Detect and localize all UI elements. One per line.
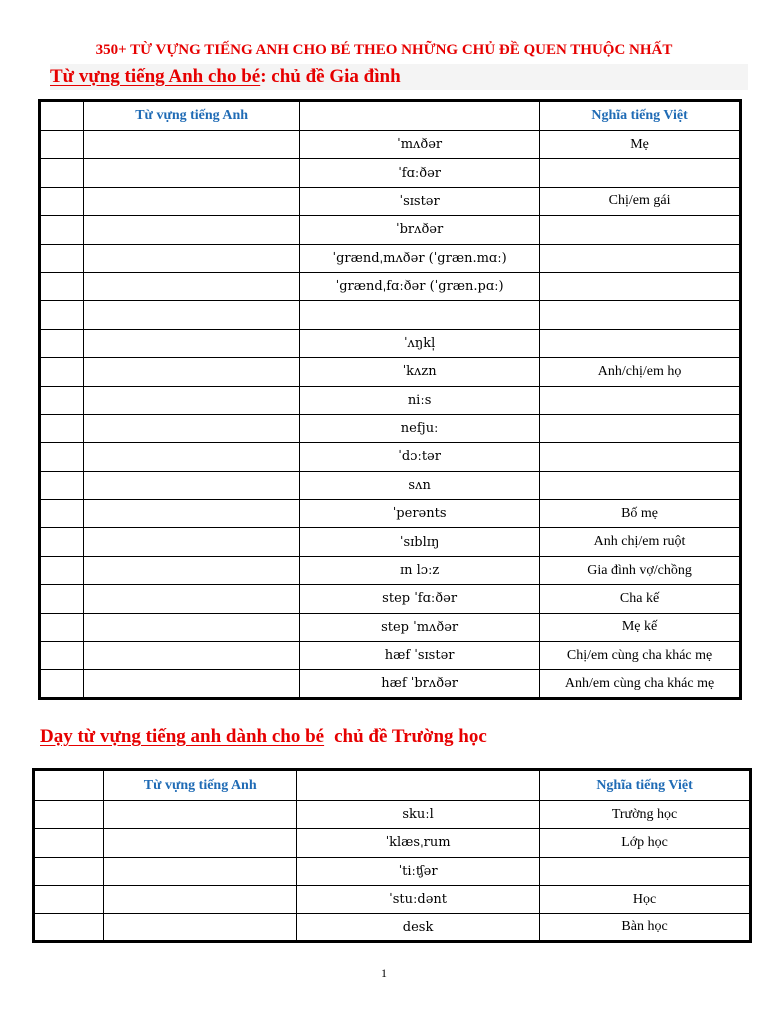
table-row — [40, 528, 741, 556]
english-word-cell — [104, 801, 297, 829]
vietnamese-meaning-cell — [540, 301, 741, 329]
pronunciation-cell — [300, 301, 540, 329]
number-cell — [40, 414, 84, 442]
pronunciation-cell: hæf ˈsɪstər — [300, 642, 540, 670]
vietnamese-meaning-cell — [540, 386, 741, 414]
english-word-cell — [84, 500, 300, 528]
number-cell — [40, 329, 84, 357]
number-cell — [40, 386, 84, 414]
english-word-cell — [84, 471, 300, 499]
english-word-cell — [84, 642, 300, 670]
english-word-cell — [84, 216, 300, 244]
table-row — [40, 642, 741, 670]
document-title: 350+ TỪ VỰNG TIẾNG ANH CHO BÉ THEO NHỮNG CHỦ ĐỀ QUEN THUỘC NHẤT — [95, 42, 673, 58]
english-word-cell — [84, 414, 300, 442]
english-word-cell — [84, 272, 300, 300]
vietnamese-meaning-cell: Mẹ — [540, 131, 741, 159]
table-row — [34, 857, 751, 885]
header-cell-pronunciation — [297, 770, 540, 801]
vietnamese-meaning-cell: Học — [540, 885, 751, 913]
vietnamese-meaning-cell: Chị/em cùng cha khác mẹ — [540, 642, 741, 670]
number-cell — [34, 885, 104, 913]
vietnamese-meaning-cell — [540, 329, 741, 357]
pronunciation-cell: nefjuː — [300, 414, 540, 442]
table-row — [40, 443, 741, 471]
english-word-cell — [84, 244, 300, 272]
header-cell-pronunciation — [300, 101, 540, 131]
pronunciation-cell: step ˈmʌðər — [300, 613, 540, 641]
pronunciation-cell: ˈfɑːðər — [300, 159, 540, 187]
number-cell — [40, 500, 84, 528]
pronunciation-cell: ˈdɔːtər — [300, 443, 540, 471]
pronunciation-cell: ˈmʌðər — [300, 131, 540, 159]
table-row — [40, 358, 741, 386]
number-cell — [40, 528, 84, 556]
section-heading-school-underlined: Dạy từ vựng tiếng anh dành cho bé — [40, 726, 325, 747]
number-cell — [40, 216, 84, 244]
pronunciation-cell: ˈsɪblɪŋ — [300, 528, 540, 556]
english-word-cell — [84, 187, 300, 215]
vietnamese-meaning-cell: Lớp học — [540, 829, 751, 857]
vietnamese-meaning-cell — [540, 216, 741, 244]
table-row — [40, 613, 741, 641]
pronunciation-cell: ˈbrʌðər — [300, 216, 540, 244]
number-cell — [40, 471, 84, 499]
pronunciation-cell: skuːl — [297, 801, 540, 829]
vietnamese-meaning-cell: Anh/chị/em họ — [540, 358, 741, 386]
section-heading-school-rest: chủ đề Trường học — [334, 726, 487, 747]
english-word-cell — [104, 914, 297, 942]
pronunciation-cell: ˈgrændˌfɑːðər (ˈgræn.pɑː) — [300, 272, 540, 300]
number-cell — [34, 914, 104, 942]
vietnamese-meaning-cell — [540, 414, 741, 442]
number-cell — [34, 829, 104, 857]
english-word-cell — [84, 670, 300, 698]
header-cell-english: Từ vựng tiếng Anh — [104, 770, 297, 801]
vietnamese-meaning-cell: Mẹ kế — [540, 613, 741, 641]
number-cell — [40, 272, 84, 300]
english-word-cell — [84, 443, 300, 471]
table-row — [34, 914, 751, 942]
pronunciation-cell: ˈkʌzn — [300, 358, 540, 386]
pronunciation-cell: ˈʌŋkl̩ — [300, 329, 540, 357]
pronunciation-cell: ˈperənts — [300, 500, 540, 528]
vietnamese-meaning-cell — [540, 443, 741, 471]
table-row — [40, 216, 741, 244]
vietnamese-meaning-cell: Cha kế — [540, 585, 741, 613]
section-heading-family-rest: : chủ đề Gia đình — [260, 66, 401, 87]
header-cell-number — [40, 101, 84, 131]
number-cell — [40, 443, 84, 471]
header-cell-number — [34, 770, 104, 801]
pronunciation-cell: ɪn lɔːz — [300, 556, 540, 584]
header-cell-vietnamese: Nghĩa tiếng Việt — [540, 101, 741, 131]
vietnamese-meaning-cell — [540, 272, 741, 300]
number-cell — [40, 244, 84, 272]
school-vocab-table — [32, 768, 752, 943]
pronunciation-cell: ˈgrændˌmʌðər (ˈgræn.mɑː) — [300, 244, 540, 272]
english-word-cell — [84, 556, 300, 584]
header-cell-english: Từ vựng tiếng Anh — [84, 101, 300, 131]
number-cell — [40, 585, 84, 613]
table-row — [40, 187, 741, 215]
vietnamese-meaning-cell: Anh chị/em ruột — [540, 528, 741, 556]
number-cell — [40, 131, 84, 159]
section-heading-school — [40, 726, 487, 748]
english-word-cell — [84, 131, 300, 159]
table-header-row — [34, 770, 751, 801]
table-row — [40, 159, 741, 187]
pronunciation-cell: ˈsɪstər — [300, 187, 540, 215]
number-cell — [40, 613, 84, 641]
english-word-cell — [84, 528, 300, 556]
english-word-cell — [104, 857, 297, 885]
table-row — [40, 272, 741, 300]
pronunciation-cell: niːs — [300, 386, 540, 414]
school-vocab-body — [34, 801, 751, 942]
table-header-row — [40, 101, 741, 131]
pronunciation-cell: ˈklæsˌrum — [297, 829, 540, 857]
table-row — [34, 829, 751, 857]
section-heading-family — [50, 64, 748, 90]
vietnamese-meaning-cell — [540, 471, 741, 499]
vietnamese-meaning-cell — [540, 857, 751, 885]
table-row — [40, 585, 741, 613]
number-cell — [40, 358, 84, 386]
english-word-cell — [84, 585, 300, 613]
family-vocab-table — [38, 99, 742, 700]
number-cell — [34, 801, 104, 829]
english-word-cell — [84, 329, 300, 357]
pronunciation-cell: ˈtiːʧər — [297, 857, 540, 885]
vietnamese-meaning-cell: Bàn học — [540, 914, 751, 942]
pronunciation-cell: ˈstuːdənt — [297, 885, 540, 913]
english-word-cell — [84, 358, 300, 386]
table-row — [40, 471, 741, 499]
table-row — [40, 244, 741, 272]
english-word-cell — [104, 829, 297, 857]
pronunciation-cell: desk — [297, 914, 540, 942]
number-cell — [40, 556, 84, 584]
vietnamese-meaning-cell — [540, 244, 741, 272]
table-row — [40, 556, 741, 584]
table-row — [40, 670, 741, 698]
number-cell — [40, 159, 84, 187]
family-vocab-body — [40, 131, 741, 699]
table-row — [34, 801, 751, 829]
table-row — [40, 301, 741, 329]
page-number: 1 — [381, 966, 387, 980]
english-word-cell — [84, 386, 300, 414]
table-row — [34, 885, 751, 913]
number-cell — [40, 642, 84, 670]
english-word-cell — [84, 613, 300, 641]
table-row — [40, 329, 741, 357]
vietnamese-meaning-cell: Gia đình vợ/chồng — [540, 556, 741, 584]
vietnamese-meaning-cell: Chị/em gái — [540, 187, 741, 215]
english-word-cell — [84, 159, 300, 187]
section-heading-family-underlined: Từ vựng tiếng Anh cho bé — [50, 66, 261, 87]
vietnamese-meaning-cell — [540, 159, 741, 187]
pronunciation-cell: hæf ˈbrʌðər — [300, 670, 540, 698]
table-row — [40, 414, 741, 442]
header-cell-vietnamese: Nghĩa tiếng Việt — [540, 770, 751, 801]
pronunciation-cell: step ˈfɑːðər — [300, 585, 540, 613]
vietnamese-meaning-cell: Anh/em cùng cha khác mẹ — [540, 670, 741, 698]
vietnamese-meaning-cell: Bố mẹ — [540, 500, 741, 528]
table-row — [40, 131, 741, 159]
number-cell — [40, 301, 84, 329]
number-cell — [34, 857, 104, 885]
vietnamese-meaning-cell: Trường học — [540, 801, 751, 829]
pronunciation-cell: sʌn — [300, 471, 540, 499]
number-cell — [40, 187, 84, 215]
english-word-cell — [104, 885, 297, 913]
number-cell — [40, 670, 84, 698]
table-row — [40, 386, 741, 414]
table-row — [40, 500, 741, 528]
english-word-cell — [84, 301, 300, 329]
